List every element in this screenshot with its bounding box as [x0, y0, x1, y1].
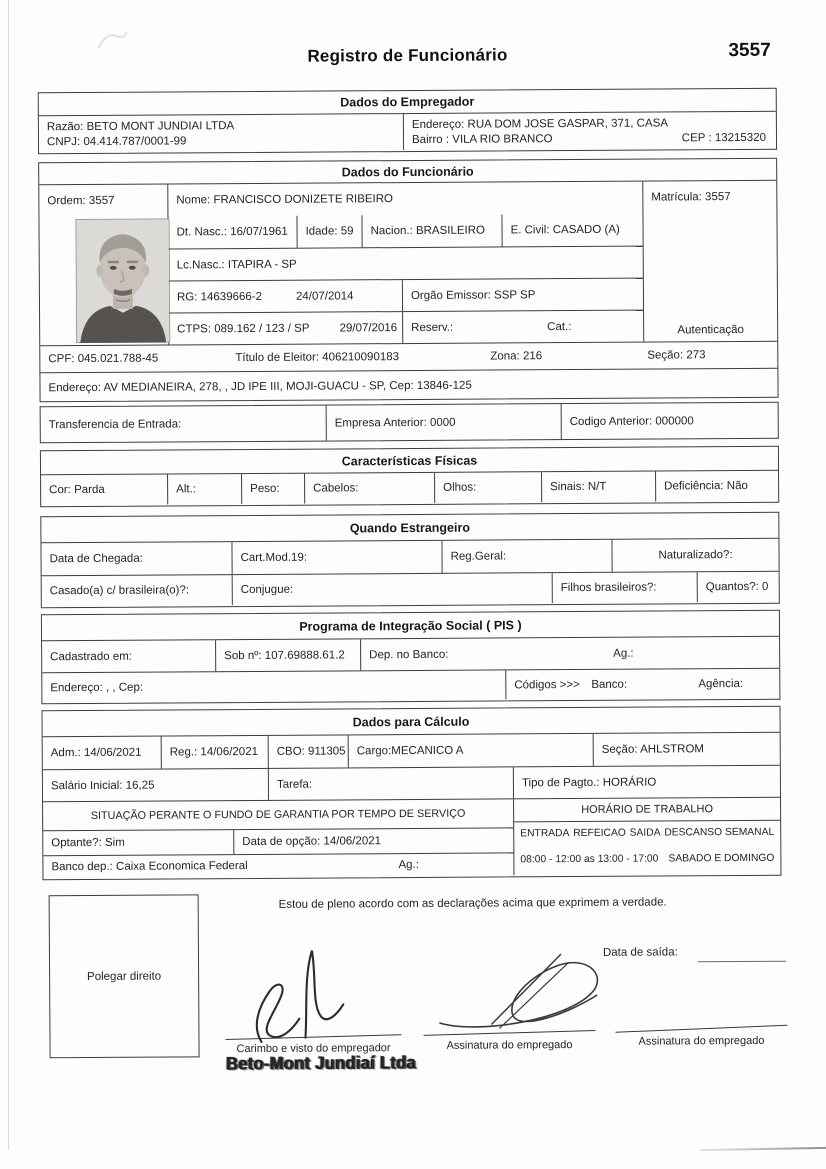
tipo-pagamento: Tipo de Pagto.: HORÁRIO	[513, 766, 780, 799]
ctps-cell	[169, 312, 402, 344]
cep: CEP : 13215320	[681, 131, 767, 144]
tarefa: Tarefa:	[268, 767, 513, 799]
horario-header: HORÁRIO DE TRABALHO	[581, 803, 714, 816]
data-saida-line	[698, 961, 786, 963]
naturalizado: Naturalizado?:	[611, 539, 778, 572]
employer-signature	[231, 945, 352, 1046]
secao-eleitoral: Seção: 273	[647, 349, 706, 362]
col-descanso: DESCANSO SEMANAL	[664, 826, 775, 838]
data-registro: Reg.: 14/06/2021	[161, 736, 268, 769]
section-estrangeiro-header: Quando Estrangeiro	[41, 513, 778, 544]
cart-mod-19: Cart.Mod.19:	[231, 541, 441, 574]
horario-colunas	[514, 820, 780, 845]
deficiencia: Deficiência: Não	[655, 471, 778, 502]
pis-dep-banco-cell	[360, 637, 779, 671]
categoria: Cat.:	[547, 320, 572, 333]
section-empregador-header: Dados do Empregador	[39, 89, 776, 117]
employee-photo	[75, 218, 170, 343]
bairro-cep-line	[412, 131, 766, 145]
horario-turnos: 08:00 - 12:00 as 13:00 - 17:00	[520, 853, 659, 866]
pis-codigos: Códigos >>>	[514, 678, 580, 691]
descanso-semanal-valor: SABADO E DOMINGO	[668, 852, 775, 865]
fgts-agencia: Ag.:	[398, 858, 419, 872]
assinatura-empregado-label-2: Assinatura do empregado	[638, 1034, 765, 1048]
fgts-banco-cell	[43, 853, 513, 878]
fgts-header: SITUAÇÃO PERANTE O FUNDO DE GARANTIA POR TEMPO DE SERVIÇO	[90, 807, 466, 822]
pis-agencia-dep: Ag.:	[613, 647, 634, 660]
employee-signature	[431, 942, 612, 1038]
col-entrada: ENTRADA	[520, 827, 570, 839]
pis-dep-banco: Dep. no Banco:	[369, 648, 449, 661]
dt-nasc: Dt. Nasc.: 16/07/1961	[176, 225, 288, 239]
section-pis	[41, 610, 781, 705]
nome: Nome: FRANCISCO DONIZETE RIBEIRO	[167, 182, 642, 217]
idade: Idade: 59	[296, 215, 361, 247]
quantos-filhos: Quantos?: 0	[697, 572, 779, 603]
fgts-banco-deposito: Banco dep.: Caixa Economica Federal	[51, 860, 248, 874]
filhos-brasileiros: Filhos brasileiros?:	[552, 572, 697, 603]
assinatura-empregado-label-1: Assinatura do empregado	[446, 1039, 573, 1052]
rg-data: 24/07/2014	[295, 289, 354, 303]
local-nascimento: Lc.Nasc.: ITAPIRA - SP	[176, 258, 297, 271]
titulo-eleitor: Título de Eleitor: 406210090183	[235, 351, 400, 365]
empregador-right-cell	[403, 112, 776, 150]
col-refeicao: REFEICAO	[573, 827, 626, 839]
pis-banco: Banco:	[591, 678, 628, 691]
pis-numero: Sob nº: 107.69888.61.2	[215, 639, 360, 671]
orgao-emissor: Orgão Emissor: SSP SP	[402, 279, 643, 311]
casado-com-brasileira: Casado(a) c/ brasileira(o)?:	[49, 584, 190, 598]
col-saida: SAIDA	[629, 826, 661, 839]
autenticacao-cell	[642, 213, 777, 342]
empregador-endereco: Endereço: RUA DOM JOSE GASPAR, 371, CASA	[411, 116, 669, 131]
reservista: Reserv.:	[411, 321, 454, 334]
cabelos: Cabelos:	[304, 473, 434, 504]
data-saida-label: Data de saída:	[602, 946, 678, 959]
section-transferencia	[40, 402, 779, 444]
page-title: Registro de Funcionário	[307, 45, 508, 66]
cor: Cor: Parda	[49, 483, 105, 497]
razao-social: Razão: BETO MONT JUNDIAI LTDA	[46, 119, 235, 133]
ctps-data: 29/07/2016	[339, 321, 398, 334]
section-empregador	[38, 88, 777, 155]
section-caracteristicas-header: Características Físicas	[41, 447, 778, 476]
pis-endereco: Endereço: , , Cep:	[50, 681, 144, 694]
data-chegada: Data de Chegada:	[49, 552, 143, 566]
autenticacao-label: Autenticação	[677, 323, 744, 337]
reserv-cat-cell	[402, 311, 643, 343]
scan-smudge-mark	[92, 28, 132, 54]
transferencia-entrada: Transferencia de Entrada:	[48, 417, 182, 431]
endereco-funcionario: Endereço: AV MEDIANEIRA, 278, , JD IPE III, MOJI-GUACU - SP, Cep: 13846-125	[48, 379, 472, 395]
estado-civil: E. Civil: CASADO (A)	[501, 214, 642, 247]
carimbo-visto-label: Carimbo e visto do empregador	[236, 1042, 391, 1056]
fgts-block	[43, 799, 513, 878]
fgts-data-opcao: Data de opção: 14/06/2021	[233, 828, 513, 854]
horario-block	[513, 798, 780, 876]
peso: Peso:	[241, 474, 304, 504]
bairro: Bairro : VILA RIO BRANCO	[411, 132, 553, 146]
polegar-direito-box	[49, 894, 200, 1058]
polegar-direito-label: Polegar direito	[86, 970, 162, 983]
section-funcionario	[38, 158, 778, 403]
altura: Alt.:	[167, 474, 241, 504]
pis-cadastrado-em: Cadastrado em:	[50, 650, 133, 663]
pis-codigos-cell	[505, 669, 779, 700]
codigo-anterior: Codigo Anterior: 000000	[561, 403, 778, 439]
olhos: Olhos:	[434, 472, 541, 503]
nacionalidade: Nacion.: BRASILEIRO	[361, 214, 501, 247]
cnpj: CNPJ: 04.414.787/0001-99	[46, 134, 187, 148]
section-calculo-header: Dados para Cálculo	[42, 707, 779, 738]
section-estrangeiro	[40, 512, 780, 609]
zona-eleitoral: Zona: 216	[490, 350, 543, 363]
photo-column	[39, 216, 168, 345]
section-calculo	[41, 706, 781, 881]
cbo: CBO: 911305	[268, 735, 348, 767]
signature-line-3	[615, 1025, 787, 1033]
rg-cell	[169, 280, 402, 312]
funcionario-mid-column	[167, 214, 643, 345]
ordem: Ordem: 3557	[47, 194, 115, 208]
pis-agencia: Agência:	[698, 677, 744, 690]
fgts-optante: Optante?: Sim	[51, 836, 125, 850]
cpf: CPF: 045.021.788-45	[48, 352, 159, 366]
page-number: 3557	[728, 39, 771, 62]
section-pis-header: Programa de Integração Social ( PIS )	[42, 611, 779, 642]
company-stamp: Beto-Mont Jundiaí Ltda	[225, 1053, 416, 1075]
data-admissao: Adm.: 14/06/2021	[50, 746, 142, 760]
empregador-left-cell	[39, 114, 403, 152]
cargo: Cargo:MECANICO A	[348, 734, 593, 767]
ctps: CTPS: 089.162 / 123 / SP	[177, 322, 310, 335]
reg-geral: Reg.Geral:	[441, 540, 611, 573]
section-funcionario-header: Dados do Funcionário	[39, 159, 776, 186]
sinais: Sinais: N/T	[541, 472, 655, 503]
salario-inicial: Salário Inicial: 16,25	[50, 779, 155, 792]
horario-valores	[514, 843, 780, 876]
empresa-anterior: Empresa Anterior: 0000	[326, 404, 561, 440]
rg: RG: 14639666-2	[176, 290, 263, 303]
secao-trabalho: Seção: AHLSTROM	[593, 733, 780, 766]
conjugue: Conjugue:	[232, 573, 552, 605]
declaracao: Estou de pleno acordo com as declarações acima que exprimem a verdade.	[278, 896, 667, 911]
matricula: Matrícula: 3557	[642, 181, 776, 214]
section-caracteristicas	[40, 446, 779, 508]
